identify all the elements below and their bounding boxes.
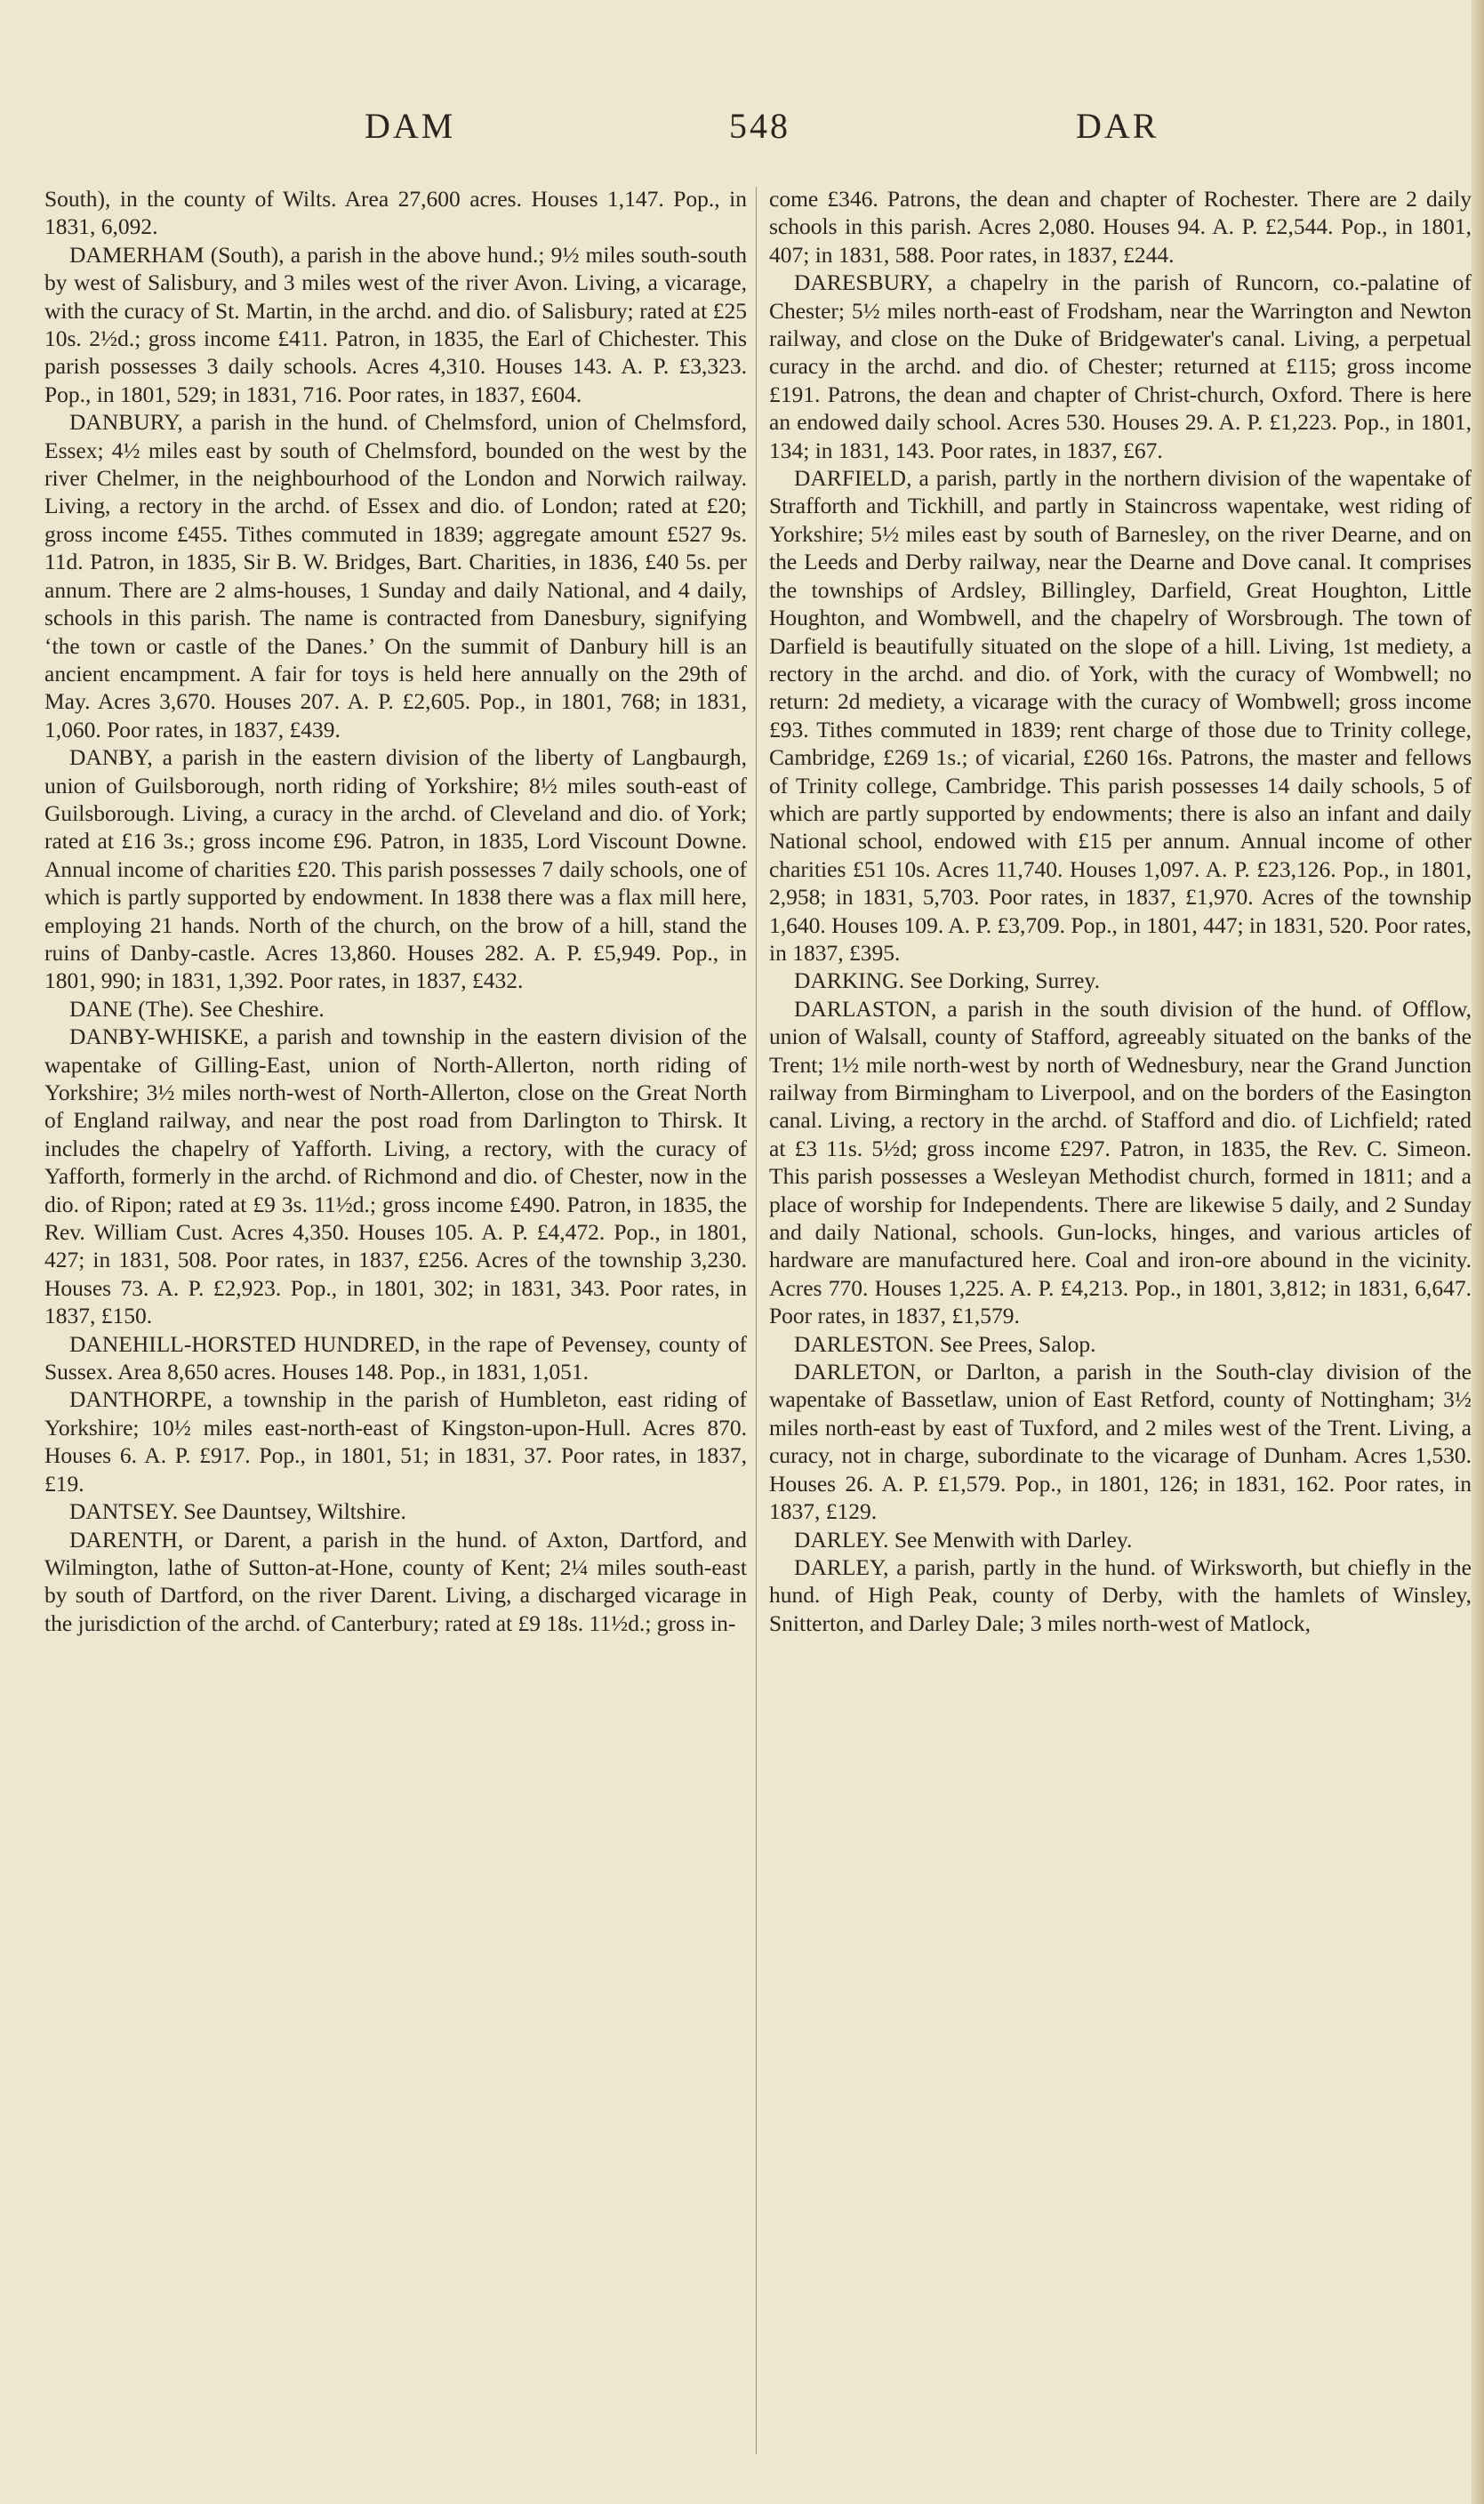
entry-paragraph: DAMERHAM (South), a parish in the above hund.; 9½ miles south-south by west of Salisbury, and 3 miles west of the river Avon. Living, a vicarage, with the curacy of St. Martin, in the archd. and dio. of Salisbury; rated at £25 10s. 2½d.; gross income £411. Patron, in 1835, the Earl of Chichester. This parish possesses 3 daily schools. Acres 4,310. Houses 143. A. P. £3,323. Pop., in 1801, 529; in 1831, 716. Poor rates, in 1837, £604. [44,241,747,407]
page-edge [1472,0,1484,2504]
left-column [44,185,747,2461]
page-number: 548 [729,106,790,146]
entry-paragraph: DARLESTON. See Prees, Salop. [794,1330,1096,1357]
entry-paragraph: DARLASTON, a parish in the south division of the hund. of Offlow, union of Walsall, county of Stafford, agreeably situated on the banks of the Trent; 1½ mile north-west by north of Wednesbury, near the Grand Junction railway from Birmingham to Liverpool, and on the borders of the Easington canal. Living, a rectory in the archd. of Stafford and dio. of Lichfield; rated at £3 11s. 5½d; gross income £297. Patron, in 1835, the Rev. C. Simeon. This parish possesses a Wesleyan Methodist church, formed in 1811; and a place of worship for Independents. There are likewise 5 daily, and 2 Sunday and daily National, schools. Gun-locks, hinges, and various articles of hardware are manufactured here. Coal and iron-ore abound in the vicinity. Acres 770. Houses 1,225. A. P. £4,213. Pop., in 1801, 3,812; in 1831, 6,647. Poor rates, in 1837, £1,579. [769,995,1472,1329]
entry-paragraph: come £346. Patrons, the dean and chapter of Rochester. There are 2 daily schools in this parish. Acres 2,080. Houses 94. A. P. £2,544. Pop., in 1801, 407; in 1831, 588. Poor rates, in 1837, £244. [769,186,1472,268]
entry-paragraph: DANEHILL-HORSTED HUNDRED, in the rape of Pevensey, county of Sussex. Area 8,650 acres. Houses 148. Pop., in 1831, 1,051. [44,1330,747,1385]
entry-paragraph: South), in the county of Wilts. Area 27,600 acres. Houses 1,147. Pop., in 1831, 6,092. [44,186,747,240]
header-right-word: DAR [1076,106,1159,146]
entry-paragraph: DARLEY. See Menwith with Darley. [794,1526,1133,1553]
column-divider [756,187,757,2454]
header-left-word: DAM [365,106,456,146]
entry-paragraph: DANE (The). See Cheshire. [69,995,325,1022]
entry-paragraph: DARLETON, or Darlton, a parish in the South-clay division of the wapentake of Bassetlaw, union of East Retford, county of Nottingham; 3½ miles north-east by east of Tuxford, and 2 miles west of the Trent. Living, a curacy, not in charge, subordinate to the vicarage of Dunham. Acres 1,530. Houses 26. A. P. £1,579. Pop., in 1801, 126; in 1831, 162. Poor rates, in 1837, £129. [769,1359,1472,1525]
entry-paragraph: DANBURY, a parish in the hund. of Chelmsford, union of Chelmsford, Essex; 4½ miles east by south of Chelmsford, bounded on the west by the river Chelmer, in the neighbourhood of the London and Norwich railway. Living, a rectory in the archd. of Essex and dio. of London; rated at £20; gross income £455. Tithes commuted in 1839; aggregate amount £527 9s. 11d. Patron, in 1835, Sir B. W. Bridges, Bart. Charities, in 1836, £40 5s. per annum. There are 2 alms-houses, 1 Sunday and daily National, and 4 daily, schools in this parish. The name is contracted from Danesbury, signifying ‘the town or castle of the Danes.’ On the summit of Danbury hill is an ancient encampment. A fair for toys is held here annually on the 29th of May. Acres 3,670. Houses 207. A. P. £2,605. Pop., in 1801, 768; in 1831, 1,060. Poor rates, in 1837, £439. [44,409,747,742]
entry-paragraph: DARFIELD, a parish, partly in the northern division of the wapentake of Strafforth and Tickhill, and partly in Staincross wapentake, west riding of Yorkshire; 5½ miles east by south of Barnesley, on the river Dearne, and on the Leeds and Derby railway, near the Dearne and Dove canal. It comprises the townships of Ardsley, Billingley, Darfield, Great Houghton, Little Houghton, and Wombwell, and the chapelry of Worsbrough. The town of Darfield is beautifully situated on the slope of a hill. Living, 1st mediety, a rectory in the archd. and dio. of York, with the curacy of Wombwell; no return: 2d mediety, a vicarage with the curacy of Wombwell; gross income £93. Tithes commuted in 1839; rent charge of those due to Trinity college, Cambridge, £269 1s.; of vicarial, £260 16s. Patrons, the master and fellows of Trinity college, Cambridge. This parish possesses 14 daily schools, 5 of which are partly supported by endowments; there is also an infant and daily National school, endowed with £15 per annum. Annual income of other charities £51 10s. Acres 11,740. Houses 1,097. A. P. £23,126. Pop., in 1801, 2,958; in 1831, 5,703. Poor rates, in 1837, £1,970. Acres of the township 1,640. Houses 109. A. P. £3,709. Pop., in 1801, 447; in 1831, 520. Poor rates, in 1837, £395. [769,465,1472,966]
entry-paragraph: DANTSEY. See Dauntsey, Wiltshire. [69,1498,406,1525]
running-header [0,105,1484,158]
right-column [769,185,1472,2461]
entry-paragraph: DANBY-WHISKE, a parish and township in the eastern division of the wapentake of Gilling-East, union of North-Allerton, north riding of Yorkshire; 3½ miles north-west of North-Allerton, close on the Great North of England railway, and near the post road from Darlington to Thirsk. It includes the chapelry of Yafforth. Living, a rectory, with the curacy of Yafforth, formerly in the archd. of Richmond and dio. of Chester, now in the dio. of Ripon; rated at £9 3s. 11½d.; gross income £490. Patron, in 1835, the Rev. William Cust. Acres 4,350. Houses 105. A. P. £4,472. Pop., in 1801, 427; in 1831, 508. Poor rates, in 1837, £256. Acres of the township 3,230. Houses 73. A. P. £2,923. Pop., in 1801, 302; in 1831, 343. Poor rates, in 1837, £150. [44,1023,747,1329]
entry-paragraph: DARLEY, a parish, partly in the hund. of Wirksworth, but chiefly in the hund. of High Peak, county of Derby, with the hamlets of Winsley, Snitterton, and Darley Dale; 3 miles north-west of Matlock, [769,1553,1472,1636]
entry-paragraph: DARKING. See Dorking, Surrey. [794,967,1100,994]
entry-paragraph: DANBY, a parish in the eastern division of the liberty of Langbaurgh, union of Guilsborough, north riding of Yorkshire; 8½ miles south-east of Guilsborough. Living, a curacy in the archd. of Cleveland and dio. of York; rated at £16 3s.; gross income £96. Patron, in 1835, Lord Viscount Downe. Annual income of charities £20. This parish possesses 7 daily schools, one of which is partly supported by endowment. In 1838 there was a flax mill here, employing 21 hands. North of the church, on the brow of a hill, stand the ruins of Danby-castle. Acres 13,860. Houses 282. A. P. £5,949. Pop., in 1801, 990; in 1831, 1,392. Poor rates, in 1837, £432. [44,744,747,994]
entry-paragraph: DARESBURY, a chapelry in the parish of Runcorn, co.-palatine of Chester; 5½ miles north-east of Frodsham, near the Warrington and Newton railway, and close on the Duke of Bridgewater's canal. Living, a perpetual curacy in the archd. and dio. of Chester; returned at £115; gross income £191. Patrons, the dean and chapter of Christ-church, Oxford. There is here an endowed daily school. Acres 530. Houses 29. A. P. £1,223. Pop., in 1801, 134; in 1831, 143. Poor rates, in 1837, £67. [769,269,1472,463]
entry-paragraph: DANTHORPE, a township in the parish of Humbleton, east riding of Yorkshire; 10½ miles east-north-east of Kingston-upon-Hull. Acres 870. Houses 6. A. P. £917. Pop., in 1801, 51; in 1831, 37. Poor rates, in 1837, £19. [44,1386,747,1497]
entry-paragraph: DARENTH, or Darent, a parish in the hund. of Axton, Dartford, and Wilmington, lathe of Sutton-at-Hone, county of Kent; 2¼ miles south-east by south of Dartford, on the river Darent. Living, a discharged vicarage in the jurisdiction of the archd. of Canterbury; rated at £9 18s. 11½d.; gross in- [44,1526,747,1636]
